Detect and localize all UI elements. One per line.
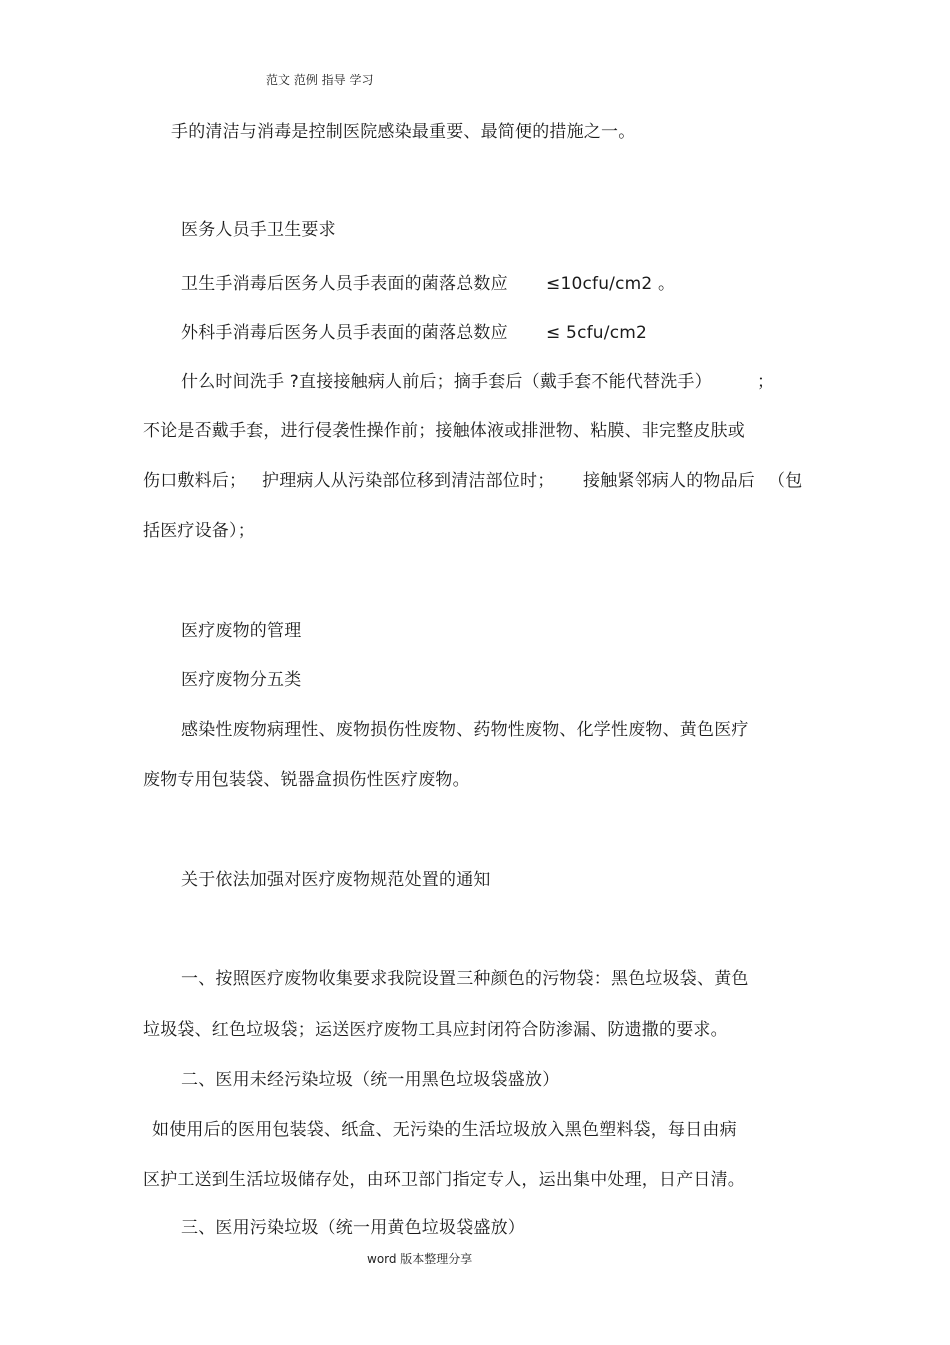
paragraph-line: 括医疗设备）； (143, 521, 255, 541)
page-footer: word 版本整理分享 (367, 1252, 473, 1266)
paragraph-line: 一、按照医疗废物收集要求我院设置三种颜色的污物袋：黑色垃圾袋、黄色 (181, 969, 749, 989)
paragraph-line: （包 (768, 471, 803, 491)
section-heading: 医疗废物分五类 (181, 670, 302, 690)
paragraph-line: 卫生手消毒后医务人员手表面的菌落总数应 (181, 274, 508, 294)
section-heading: 关于依法加强对医疗废物规范处置的通知 (181, 870, 491, 890)
paragraph-line: 如使用后的医用包装袋、纸盒、无污染的生活垃圾放入黑色塑料袋，每日由病 (152, 1120, 737, 1140)
paragraph-line: 手的清洁与消毒是控制医院感染最重要、最简便的措施之一。 (171, 122, 636, 142)
paragraph-line: 三、医用污染垃圾（统一用黄色垃圾袋盛放） (181, 1218, 525, 1238)
paragraph-line: 护理病人从污染部位移到清洁部位时； (262, 471, 555, 491)
paragraph-line: 伤口敷料后； (143, 471, 247, 491)
page-header: 范文 范例 指导 学习 (266, 73, 374, 87)
paragraph-line: 外科手消毒后医务人员手表面的菌落总数应 (181, 323, 508, 343)
section-heading: 医务人员手卫生要求 (181, 220, 336, 240)
paragraph-line: ≤10cfu/cm2 。 (546, 274, 676, 294)
paragraph-line: 什么时间洗手 ?直接接触病人前后；摘手套后（戴手套不能代替洗手） (181, 372, 712, 392)
paragraph-line: 二、医用未经污染垃圾（统一用黑色垃圾袋盛放） (181, 1070, 560, 1090)
paragraph-line: 区护工送到生活垃圾储存处，由环卫部门指定专人，运出集中处理，日产日清。 (143, 1170, 745, 1190)
section-heading: 医疗废物的管理 (181, 621, 302, 641)
paragraph-line: ≤ 5cfu/cm2 (546, 323, 648, 343)
paragraph-line: 废物专用包装袋、锐器盒损伤性医疗废物。 (143, 770, 470, 790)
paragraph-line: 接触紧邻病人的物品后 (583, 471, 755, 491)
paragraph-line: 不论是否戴手套，进行侵袭性操作前；接触体液或排泄物、粘膜、非完整皮肤或 (143, 421, 745, 441)
paragraph-line: 垃圾袋、红色垃圾袋；运送医疗废物工具应封闭符合防渗漏、防遗撒的要求。 (143, 1020, 728, 1040)
paragraph-line: ； (757, 372, 775, 392)
paragraph-line: 感染性废物病理性、废物损伤性废物、药物性废物、化学性废物、黄色医疗 (181, 720, 749, 740)
